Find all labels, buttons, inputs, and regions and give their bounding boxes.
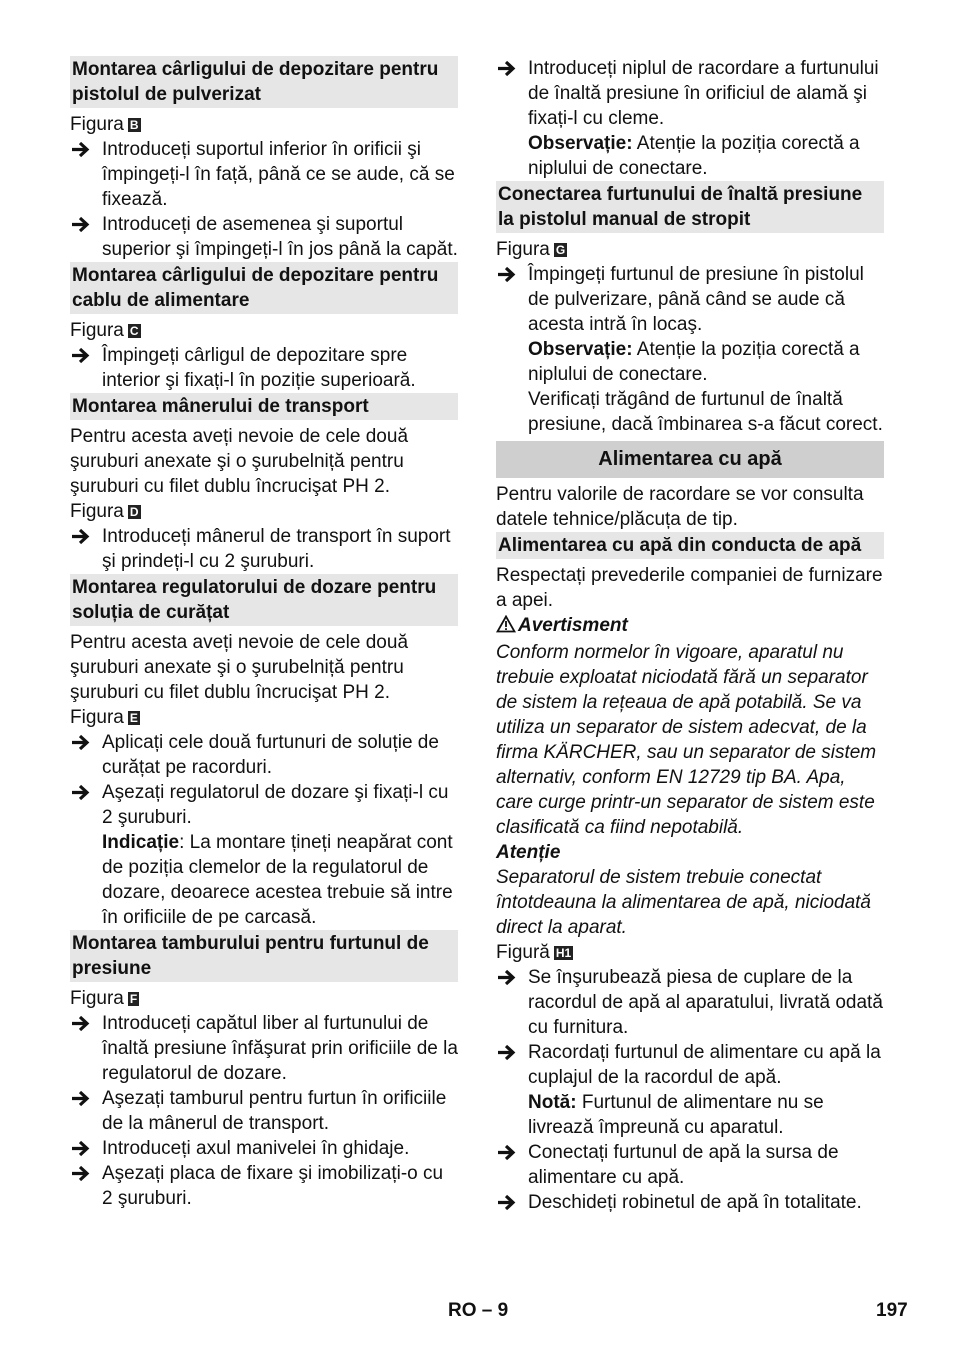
figure-ref: Figura D <box>70 501 139 522</box>
list-item: Aplicați cele două furtunuri de soluție de curățat pe racorduri. <box>70 730 458 780</box>
arrow-right-icon <box>70 524 94 549</box>
list-item: Introduceți niplul de racordare a furtunului de înaltă presiune în orificiul de alamă şi fixați-l cu cleme. Observație: Atenție la poziția corectă a niplului de conectare. <box>496 56 884 181</box>
figure-ref: Figura B <box>70 114 139 135</box>
list-item: Introduceți mânerul de transport în suport şi prindeți-l cu 2 şuruburi. <box>70 524 458 574</box>
figure-ref: Figura F <box>70 988 138 1009</box>
arrow-right-icon <box>70 780 94 805</box>
note: Notă: Furtunul de alimentare nu se livrează împreună cu aparatul. <box>528 1092 824 1138</box>
paragraph: Pentru valorile de racordare se vor consulta datele tehnice/plăcuța de tip. <box>496 484 864 530</box>
note: Observație: Atenție la poziția corectă a niplului de conectare. <box>528 133 860 179</box>
arrow-right-icon <box>70 1011 94 1036</box>
list-item: Împingeți cârligul de depozitare spre interior şi fixați-l în poziție superioară. <box>70 343 458 393</box>
section-heading: Montarea cârligului de depozitare pentru cablu de alimentare <box>70 262 458 314</box>
arrow-right-icon <box>496 965 520 990</box>
figure-ref: Figură H1 <box>496 942 572 963</box>
figure-tag: F <box>129 992 138 1006</box>
arrow-right-icon <box>496 1190 520 1215</box>
arrow-right-icon <box>70 1136 94 1161</box>
note: Indicație: La montare țineți neapărat cont de poziția clemelor de la regulatorul de dozare, deoarece acestea trebuie să intre în orificiile de pe carcasă. <box>102 832 453 928</box>
section-heading: Montarea mânerului de transport <box>70 393 458 420</box>
figure-tag: G <box>555 243 566 257</box>
arrow-right-icon <box>496 56 520 81</box>
arrow-right-icon <box>70 1086 94 1111</box>
figure-tag: B <box>129 118 139 132</box>
figure-ref: Figura G <box>496 239 566 260</box>
right-column <box>496 56 884 1215</box>
page-number: 197 <box>876 1300 908 1321</box>
section-heading: Alimentarea cu apă din conducta de apă <box>496 532 884 559</box>
note: Observație: Atenție la poziția corectă a niplului de conectare. <box>528 339 860 385</box>
list-item: Aşezați regulatorul de dozare şi fixați-l cu 2 şuruburi. Indicație: La montare țineți neapărat cont de poziția clemelor de la regulatorul de dozare, deoarece acestea trebuie să intre în orificiile de pe carcasă. <box>70 780 458 930</box>
arrow-right-icon <box>496 1040 520 1065</box>
list-item: Aşezați tamburul pentru furtun în orificiile de la mânerul de transport. <box>70 1086 458 1136</box>
list-item: Racordați furtunul de alimentare cu apă la cuplajul de la racordul de apă. Notă: Furtunul de alimentare nu se livrează împreună cu aparatul. <box>496 1040 884 1140</box>
figure-tag: H1 <box>555 946 572 960</box>
list-item: Aşezați placa de fixare şi imobilizați-o cu 2 şuruburi. <box>70 1161 458 1211</box>
caution-text: Separatorul de sistem trebuie conectat întotdeauna la alimentarea de apă, niciodată direct la aparat. <box>496 867 871 938</box>
list-item: Introduceți capătul liber al furtunului de înaltă presiune înfăşurat prin orificiile de la regulatorul de dozare. <box>70 1011 458 1086</box>
list-item: Conectați furtunul de apă la sursa de alimentare cu apă. <box>496 1140 884 1190</box>
note: Verificați trăgând de furtunul de înaltă presiune, dacă îmbinarea s-a făcut corect. <box>528 389 883 435</box>
list-item: Deschideți robinetul de apă în totalitate. <box>496 1190 884 1215</box>
arrow-right-icon <box>496 262 520 287</box>
arrow-right-icon <box>70 730 94 755</box>
figure-ref: Figura E <box>70 707 138 728</box>
paragraph: Pentru acesta aveți nevoie de cele două şuruburi anexate şi o şurubelniță pentru şuruburi cu filet dublu încrucişat PH 2. <box>70 632 409 703</box>
list-item: Se înşurubează piesa de cuplare de la racordul de apă al aparatului, livrată odată cu furnitura. <box>496 965 884 1040</box>
paragraph: Respectați prevederile companiei de furnizare a apei. <box>496 565 883 611</box>
warning-heading: Avertisment <box>496 613 884 640</box>
arrow-right-icon <box>70 1161 94 1186</box>
left-column <box>70 56 458 1211</box>
arrow-right-icon <box>70 212 94 237</box>
section-heading: Conectarea furtunului de înaltă presiune la pistolul manual de stropit <box>496 181 884 233</box>
list-item: Împingeți furtunul de presiune în pistolul de pulverizare, până când se aude că acesta intră în locaş. Observație: Atenție la poziția corectă a niplului de conectare. Verificați trăgând de furtunul de înaltă presiune, dacă îmbinarea s-a făcut corect. <box>496 262 884 437</box>
list-item: Introduceți axul manivelei în ghidaje. <box>70 1136 458 1161</box>
arrow-right-icon <box>496 1140 520 1165</box>
warning-icon <box>496 615 518 640</box>
figure-ref: Figura C <box>70 320 139 341</box>
paragraph: Pentru acesta aveți nevoie de cele două şuruburi anexate şi o şurubelniță pentru şuruburi cu filet dublu încrucişat PH 2. <box>70 426 409 497</box>
figure-tag: C <box>129 324 139 338</box>
section-heading: Montarea regulatorului de dozare pentru soluția de curățat <box>70 574 458 626</box>
section-heading: Alimentarea cu apă <box>496 441 884 478</box>
section-heading: Montarea tamburului pentru furtunul de presiune <box>70 930 458 982</box>
figure-tag: E <box>129 711 138 725</box>
arrow-right-icon <box>70 343 94 368</box>
figure-tag: D <box>129 505 139 519</box>
section-heading: Montarea cârligului de depozitare pentru pistolul de pulverizat <box>70 56 458 108</box>
list-item: Introduceți de asemenea şi suportul superior şi împingeți-l în jos până la capăt. <box>70 212 458 262</box>
caution-heading: Atenție <box>496 842 561 863</box>
list-item: Introduceți suportul inferior în orificii şi împingeți-l în față, până ce se aude, că se fixează. <box>70 137 458 212</box>
arrow-right-icon <box>70 137 94 162</box>
page-section-label: RO – 9 <box>448 1300 509 1321</box>
warning-text: Conform normelor în vigoare, aparatul nu trebuie exploatat niciodată fără un separator de sistem la rețeaua de apă potabilă. Se va utiliza un separator de sistem adecvat, de la firma KÄRCHER, sau un separator de sistem alternativ, conform EN 12729 tip BA. Apa, care curge printr-un separator de sistem este clasificată ca fiind nepotabilă. <box>496 642 877 838</box>
